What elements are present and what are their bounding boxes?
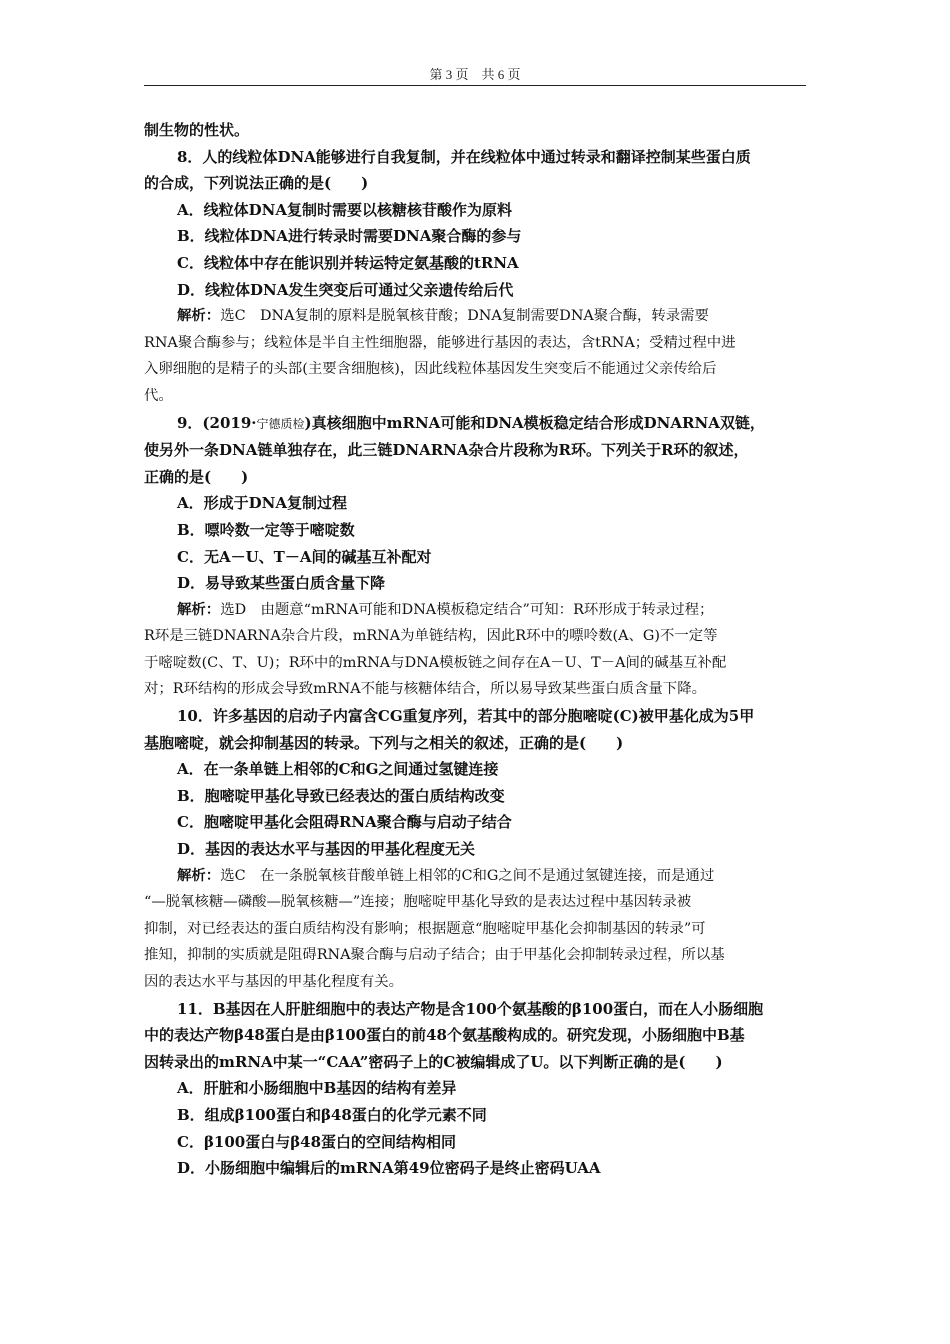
option-b: B．组成β100蛋白和β48蛋白的化学元素不同 (177, 1105, 487, 1124)
option-b: B．胞嘧啶甲基化导致已经表达的蛋白质结构改变 (177, 786, 505, 805)
option-d: D．易导致某些蛋白质含量下降 (177, 574, 386, 593)
analysis-text: R环是三链DNARNA杂合片段，mRNA为单链结构，因此R环中的嘌呤数(A、G)不一定等 (144, 628, 718, 645)
question-stem: 基胞嘧啶，就会抑制基因的转录。下列与之相关的叙述，正确的是( ) (144, 733, 624, 752)
page-header (144, 64, 806, 86)
analysis-label: 解析： (177, 866, 221, 884)
option-b: B．线粒体DNA进行转录时需要DNA聚合酶的参与 (177, 227, 522, 246)
question-8 (144, 144, 806, 410)
question-stem: 使另外一条DNA链单独存在，此三链DNARNA杂合片段称为R环。下列关于R环的叙述， (144, 441, 749, 460)
question-number: 9．(2019· (177, 413, 257, 432)
option-d: D．基因的表达水平与基因的甲基化程度无关 (177, 840, 476, 859)
option-a: A．线粒体DNA复制时需要以核糖核苷酸作为原料 (177, 200, 512, 219)
analysis-label: 解析： (177, 600, 221, 618)
analysis-text: RNA聚合酶参与；线粒体是半自主性细胞器，能够进行基因的表达，含tRNA；受精过程中进 (144, 334, 736, 351)
analysis-text: 入卵细胞的是精子的头部(主要含细胞核)，因此线粒体基因发生突变后不能通过父亲传给后 (144, 361, 717, 378)
carry-over-text: 制生物的性状。 (144, 121, 250, 139)
question-stem: 10．许多基因的启动子内富含CG重复序列，若其中的部分胞嘧啶(C)被甲基化成为5甲 (177, 707, 755, 726)
option-a: A．肝脏和小肠细胞中B基因的结构有差异 (177, 1079, 457, 1098)
option-c: C．胞嘧啶甲基化会阻碍RNA聚合酶与启动子结合 (177, 813, 512, 832)
option-c: C．β100蛋白与β48蛋白的空间结构相同 (177, 1132, 457, 1151)
analysis-label: 解析： (177, 307, 221, 325)
question-stem (144, 410, 806, 438)
analysis-text: 代。 (144, 387, 173, 404)
page-number: 第 3 页 共 6 页 (429, 67, 521, 82)
analysis (144, 597, 806, 624)
question-10 (144, 703, 806, 996)
analysis-text: 于嘧啶数(C、T、U)；R环中的mRNA与DNA模板链之间存在A－U、T－A间的碱基互补配 (144, 654, 727, 671)
question-stem: 8．人的线粒体DNA能够进行自我复制，并在线粒体中通过转录和翻译控制某些蛋白质 (177, 147, 751, 166)
question-source: 宁德质检 (256, 416, 305, 431)
question-stem-text: )真核细胞中mRNA可能和DNA模板稳定结合形成DNARNA双链， (304, 413, 765, 432)
option-b: B．嘌呤数一定等于嘧啶数 (177, 520, 355, 539)
analysis-text: 对；R环结构的形成会导致mRNA不能与核糖体结合，所以易导致某些蛋白质含量下降。 (144, 681, 706, 698)
header-divider (144, 85, 806, 86)
option-c: C．无A－U、T－A间的碱基互补配对 (177, 547, 432, 566)
question-stem: 中的表达产物β48蛋白是由β100蛋白的前48个氨基酸构成的。研究发现，小肠细胞中B基 (144, 1026, 745, 1045)
option-c: C．线粒体中存在能识别并转运特定氨基酸的tRNA (177, 253, 519, 272)
option-d: D．小肠细胞中编辑后的mRNA第49位密码子是终止密码UAA (177, 1159, 601, 1178)
option-a: A．在一条单链上相邻的C和G之间通过氢键连接 (177, 760, 499, 779)
analysis-text: 选D 由题意“mRNA可能和DNA模板稳定结合”可知：R环形成于转录过程； (220, 601, 714, 618)
analysis-text: 抑制，对已经表达的蛋白质结构没有影响；根据题意“胞嘧啶甲基化会抑制基因的转录”可 (144, 920, 706, 937)
analysis (144, 863, 806, 890)
analysis-text: 选C 在一条脱氧核苷酸单链上相邻的C和G之间不是通过氢键连接，而是通过 (220, 867, 715, 884)
option-d: D．线粒体DNA发生突变后可通过父亲遗传给后代 (177, 280, 514, 299)
analysis-text: 因的表达水平与基因的甲基化程度有关。 (144, 974, 404, 990)
question-stem: 正确的是( ) (144, 467, 249, 486)
question-stem: 11．B基因在人肝脏细胞中的表达产物是含100个氨基酸的β100蛋白，而在人小肠细胞 (177, 999, 764, 1018)
analysis-text: 选C DNA复制的原料是脱氧核苷酸；DNA复制需要DNA聚合酶，转录需要 (220, 308, 709, 325)
analysis (144, 303, 806, 330)
question-11 (144, 996, 806, 1182)
analysis-text: “—脱氧核糖—磷酸—脱氧核糖—”连接；胞嘧啶甲基化导致的是表达过程中基因转录被 (144, 894, 692, 911)
question-stem: 的合成，下列说法正确的是( ) (144, 174, 369, 193)
option-a: A．形成于DNA复制过程 (177, 494, 347, 513)
question-9 (144, 410, 806, 704)
document-body (144, 117, 806, 1182)
question-stem: 因转录出的mRNA中某一“CAA”密码子上的C被编辑成了U。以下判断正确的是( ) (144, 1052, 723, 1071)
analysis-text: 推知，抑制的实质就是阻碍RNA聚合酶与启动子结合；由于甲基化会抑制转录过程，所以基 (144, 947, 725, 964)
